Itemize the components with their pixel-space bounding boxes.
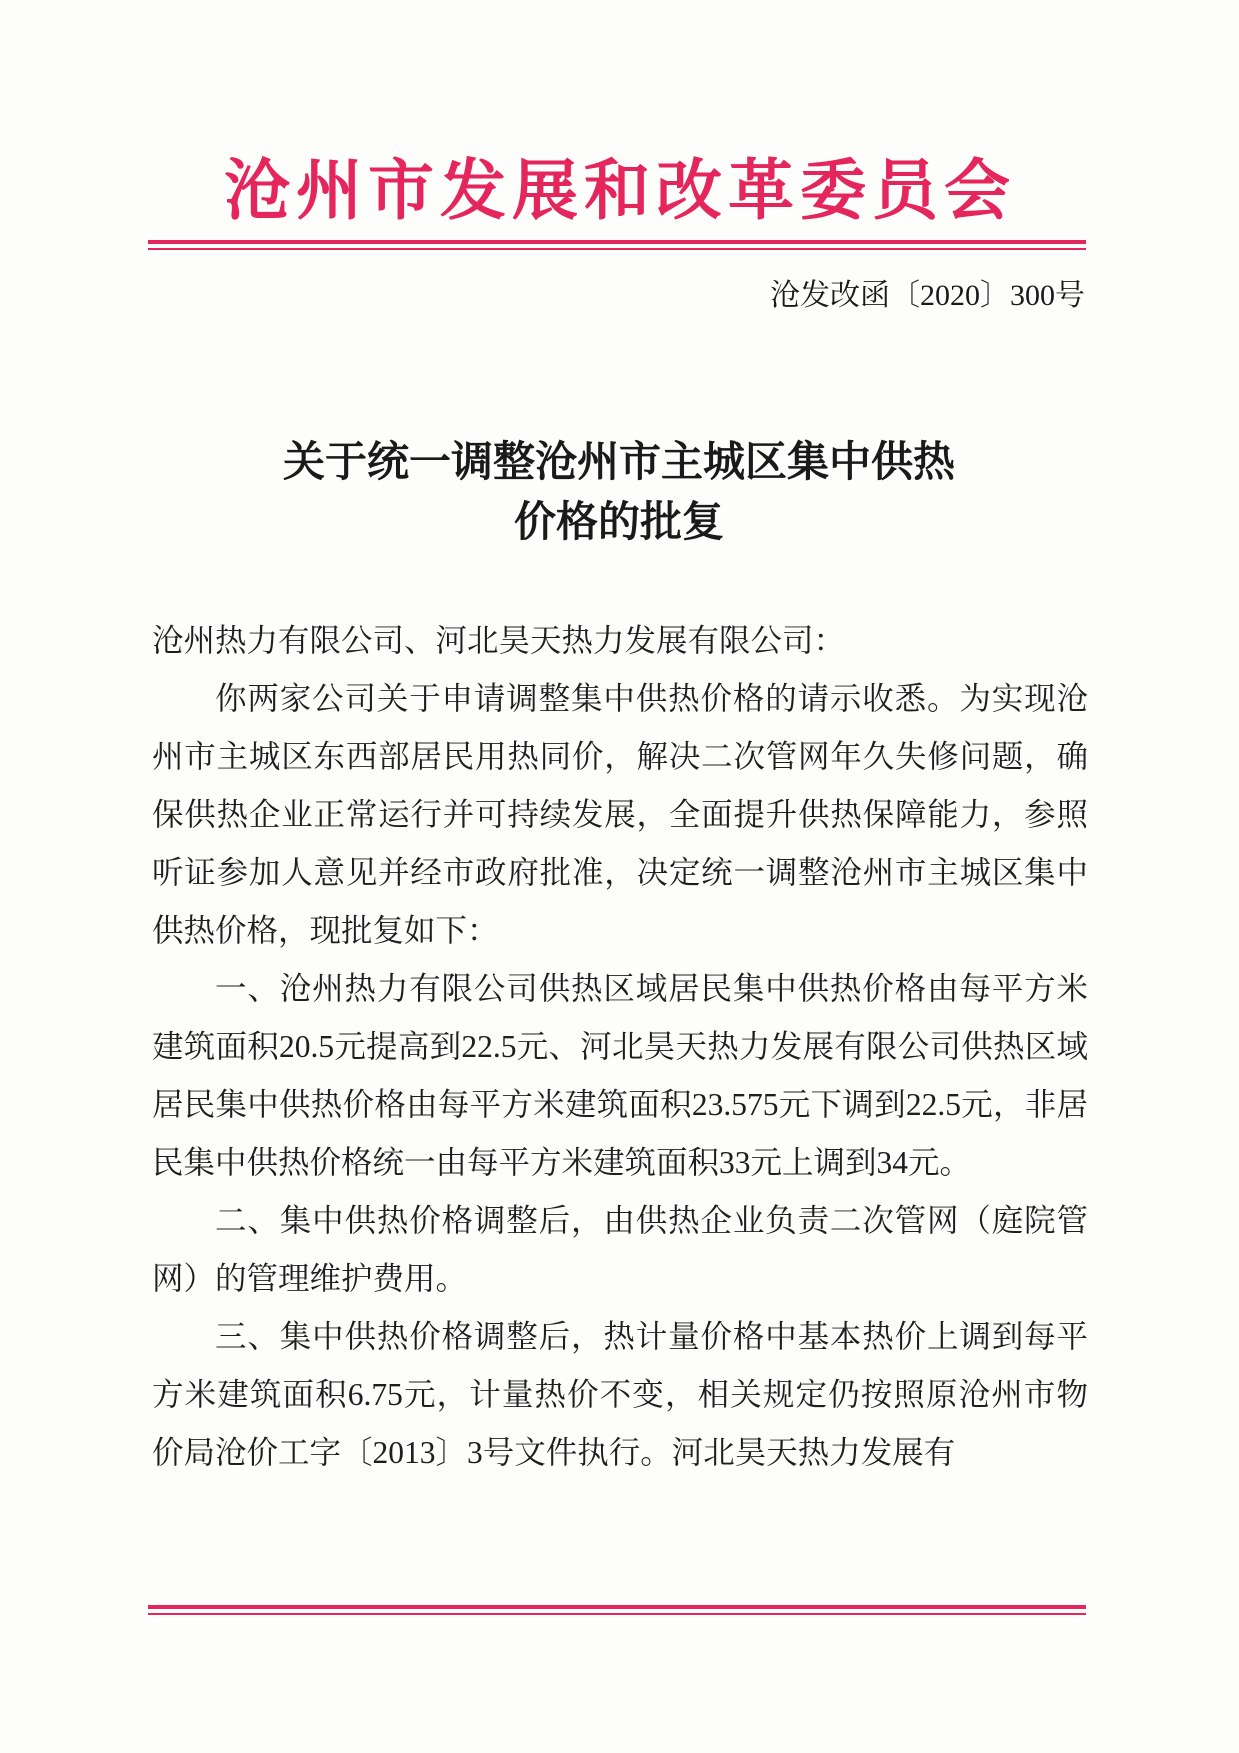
document-number: 沧发改函〔2020〕300号 xyxy=(770,279,1085,312)
paragraph-item-3: 三、集中供热价格调整后，热计量价格中基本热价上调到每平方米建筑面积6.75元，计量热价不变，相关规定仍按照原沧州市物价局沧价工字〔2013〕3号文件执行。河北昊天热力发展有 xyxy=(152,1319,1088,1470)
addressee: 沧州热力有限公司、河北昊天热力发展有限公司： xyxy=(152,623,846,658)
title-line-1: 关于统一调整沧州市主城区集中供热 xyxy=(282,437,955,486)
paragraph-item-2: 二、集中供热价格调整后，由供热企业负责二次管网（庭院管网）的管理维护费用。 xyxy=(152,1203,1088,1296)
title-line-2: 价格的批复 xyxy=(513,497,724,546)
letterhead-red-rule xyxy=(148,240,1086,252)
paragraph-intro: 你两家公司关于申请调整集中供热价格的请示收悉。为实现沧州市主城区东西部居民用热同价，解决二次管网年久失修问题，确保供热企业正常运行并可持续发展，全面提升供热保障能力，参照听证参加人意见并经市政府批准，决定统一调整沧州市主城区集中供热价格，现批复如下： xyxy=(152,681,1088,948)
rule-thin-line xyxy=(148,1613,1086,1615)
letterhead-org-name: 沧州市发展和改革委员会 xyxy=(224,151,1016,229)
paragraph-item-1: 一、沧州热力有限公司供热区域居民集中供热价格由每平方米建筑面积20.5元提高到22.5元、河北昊天热力发展有限公司供热区域居民集中供热价格由每平方米建筑面积23.575元下调到22.5元，非居民集中供热价格统一由每平方米建筑面积33元上调到34元。 xyxy=(152,971,1088,1180)
rule-thick-line xyxy=(148,240,1086,244)
rule-thick-line xyxy=(148,1605,1086,1609)
document-title xyxy=(150,432,1088,552)
document-body xyxy=(152,612,1088,1482)
footer-red-rule xyxy=(148,1605,1086,1617)
rule-thin-line xyxy=(148,248,1086,250)
